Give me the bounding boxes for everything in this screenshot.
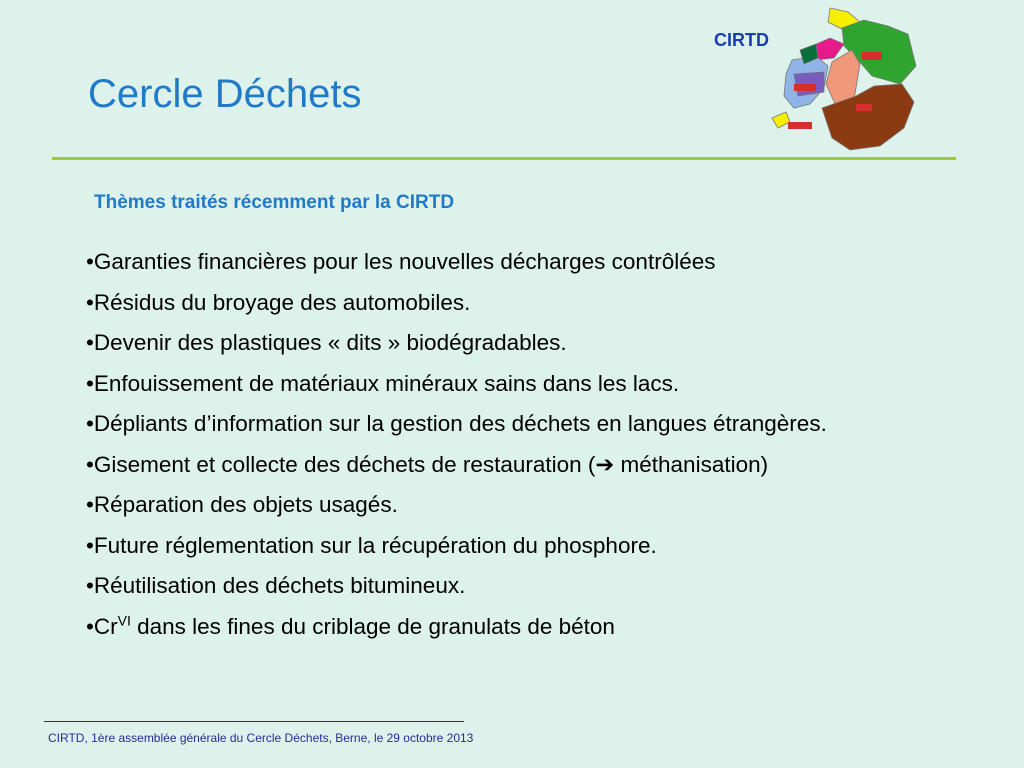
title-divider xyxy=(52,157,956,160)
logo-label: CIRTD xyxy=(714,30,769,50)
list-item-text: •Cr xyxy=(86,613,118,639)
superscript: VI xyxy=(117,612,131,628)
slide-title: Cercle Déchets xyxy=(88,72,362,116)
arrow-icon: ➔ xyxy=(595,451,615,477)
map-label-box-1 xyxy=(862,52,882,60)
list-item: •Enfouissement de matériaux minéraux sains dans les lacs. xyxy=(86,370,680,396)
topic-list xyxy=(86,246,976,651)
map-label-box-4 xyxy=(856,104,872,111)
map-label-box-3 xyxy=(788,122,812,129)
footer-divider xyxy=(44,721,464,722)
list-item: •Future réglementation sur la récupération du phosphore. xyxy=(86,532,657,558)
list-item-text-tail: dans les fines du criblage de granulats de béton xyxy=(130,613,615,639)
list-item-text: •Gisement et collecte des déchets de restauration ( xyxy=(86,451,596,477)
map-label-box-2 xyxy=(794,84,816,91)
list-item: •Réparation des objets usagés. xyxy=(86,492,398,517)
list-item: •Réutilisation des déchets bitumineux. xyxy=(86,573,466,598)
map-region-yellow-south xyxy=(772,112,790,128)
cirtd-map-logo xyxy=(712,4,928,154)
list-item-text-tail: méthanisation) xyxy=(614,451,769,477)
list-item: •Garanties financières pour les nouvelles décharges contrôlées xyxy=(86,249,716,274)
list-item xyxy=(86,611,976,642)
list-item: •Résidus du broyage des automobiles. xyxy=(86,289,471,315)
list-item: •Devenir des plastiques « dits » biodégradables. xyxy=(86,330,567,355)
list-item xyxy=(86,449,976,480)
footer-text: CIRTD, 1ère assemblée générale du Cercle Déchets, Berne, le 29 octobre 2013 xyxy=(48,731,474,745)
section-subtitle: Thèmes traités récemment par la CIRTD xyxy=(94,192,455,213)
list-item: •Dépliants d’information sur la gestion des déchets en langues étrangères. xyxy=(86,411,827,436)
